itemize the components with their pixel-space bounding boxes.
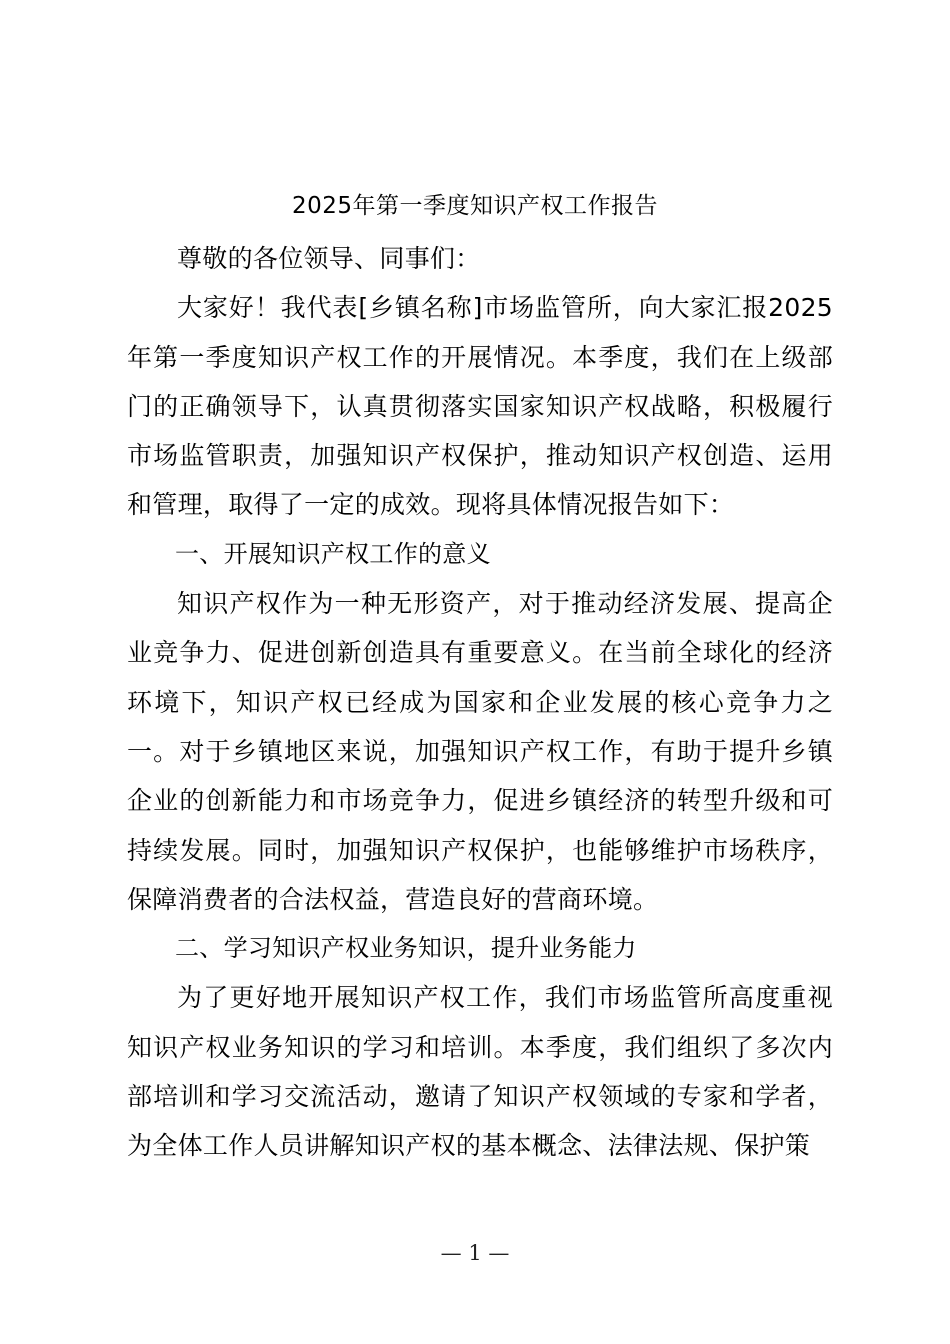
document-title: 2025年第一季度知识产权工作报告 bbox=[291, 193, 659, 219]
section-2-paragraph: 为了更好地开展知识产权工作，我们市场监管所高度重视知识产权业务知识的学习和培训。本季度，我们组织了多次内部培训和学习交流活动，邀请了知识产权领域的专家和学者，为全体工作人员讲解知识产权的基本概念、法律法规、保护策 bbox=[127, 983, 833, 1161]
section-1-paragraph: 知识产权作为一种无形资产，对于推动经济发展、提高企业竞争力、促进创新创造具有重要意义。在当前全球化的经济环境下，知识产权已经成为国家和企业发展的核心竞争力之一。对于乡镇地区来说，加强知识产权工作，有助于提升乡镇企业的创新能力和市场竞争力，促进乡镇经济的转型升级和可持续发展。同时，加强知识产权保护，也能够维护市场秩序，保障消费者的合法权益，营造良好的营商环境。 bbox=[127, 589, 833, 914]
section-heading-1: 一、开展知识产权工作的意义 bbox=[175, 539, 491, 568]
salutation: 尊敬的各位领导、同事们： bbox=[177, 244, 481, 273]
intro-paragraph: 大家好！我代表[乡镇名称]市场监管所，向大家汇报2025年第一季度知识产权工作的开展情况。本季度，我们在上级部门的正确领导下，认真贯彻落实国家知识产权战略，积极履行市场监管职责，加强知识产权保护，推动知识产权创造、运用和管理，取得了一定的成效。现将具体情况报告如下： bbox=[127, 293, 833, 520]
page-number: — 1 — bbox=[440, 1241, 510, 1265]
section-heading-2: 二、学习知识产权业务知识，提升业务能力 bbox=[175, 934, 637, 963]
document-body bbox=[127, 234, 833, 1171]
